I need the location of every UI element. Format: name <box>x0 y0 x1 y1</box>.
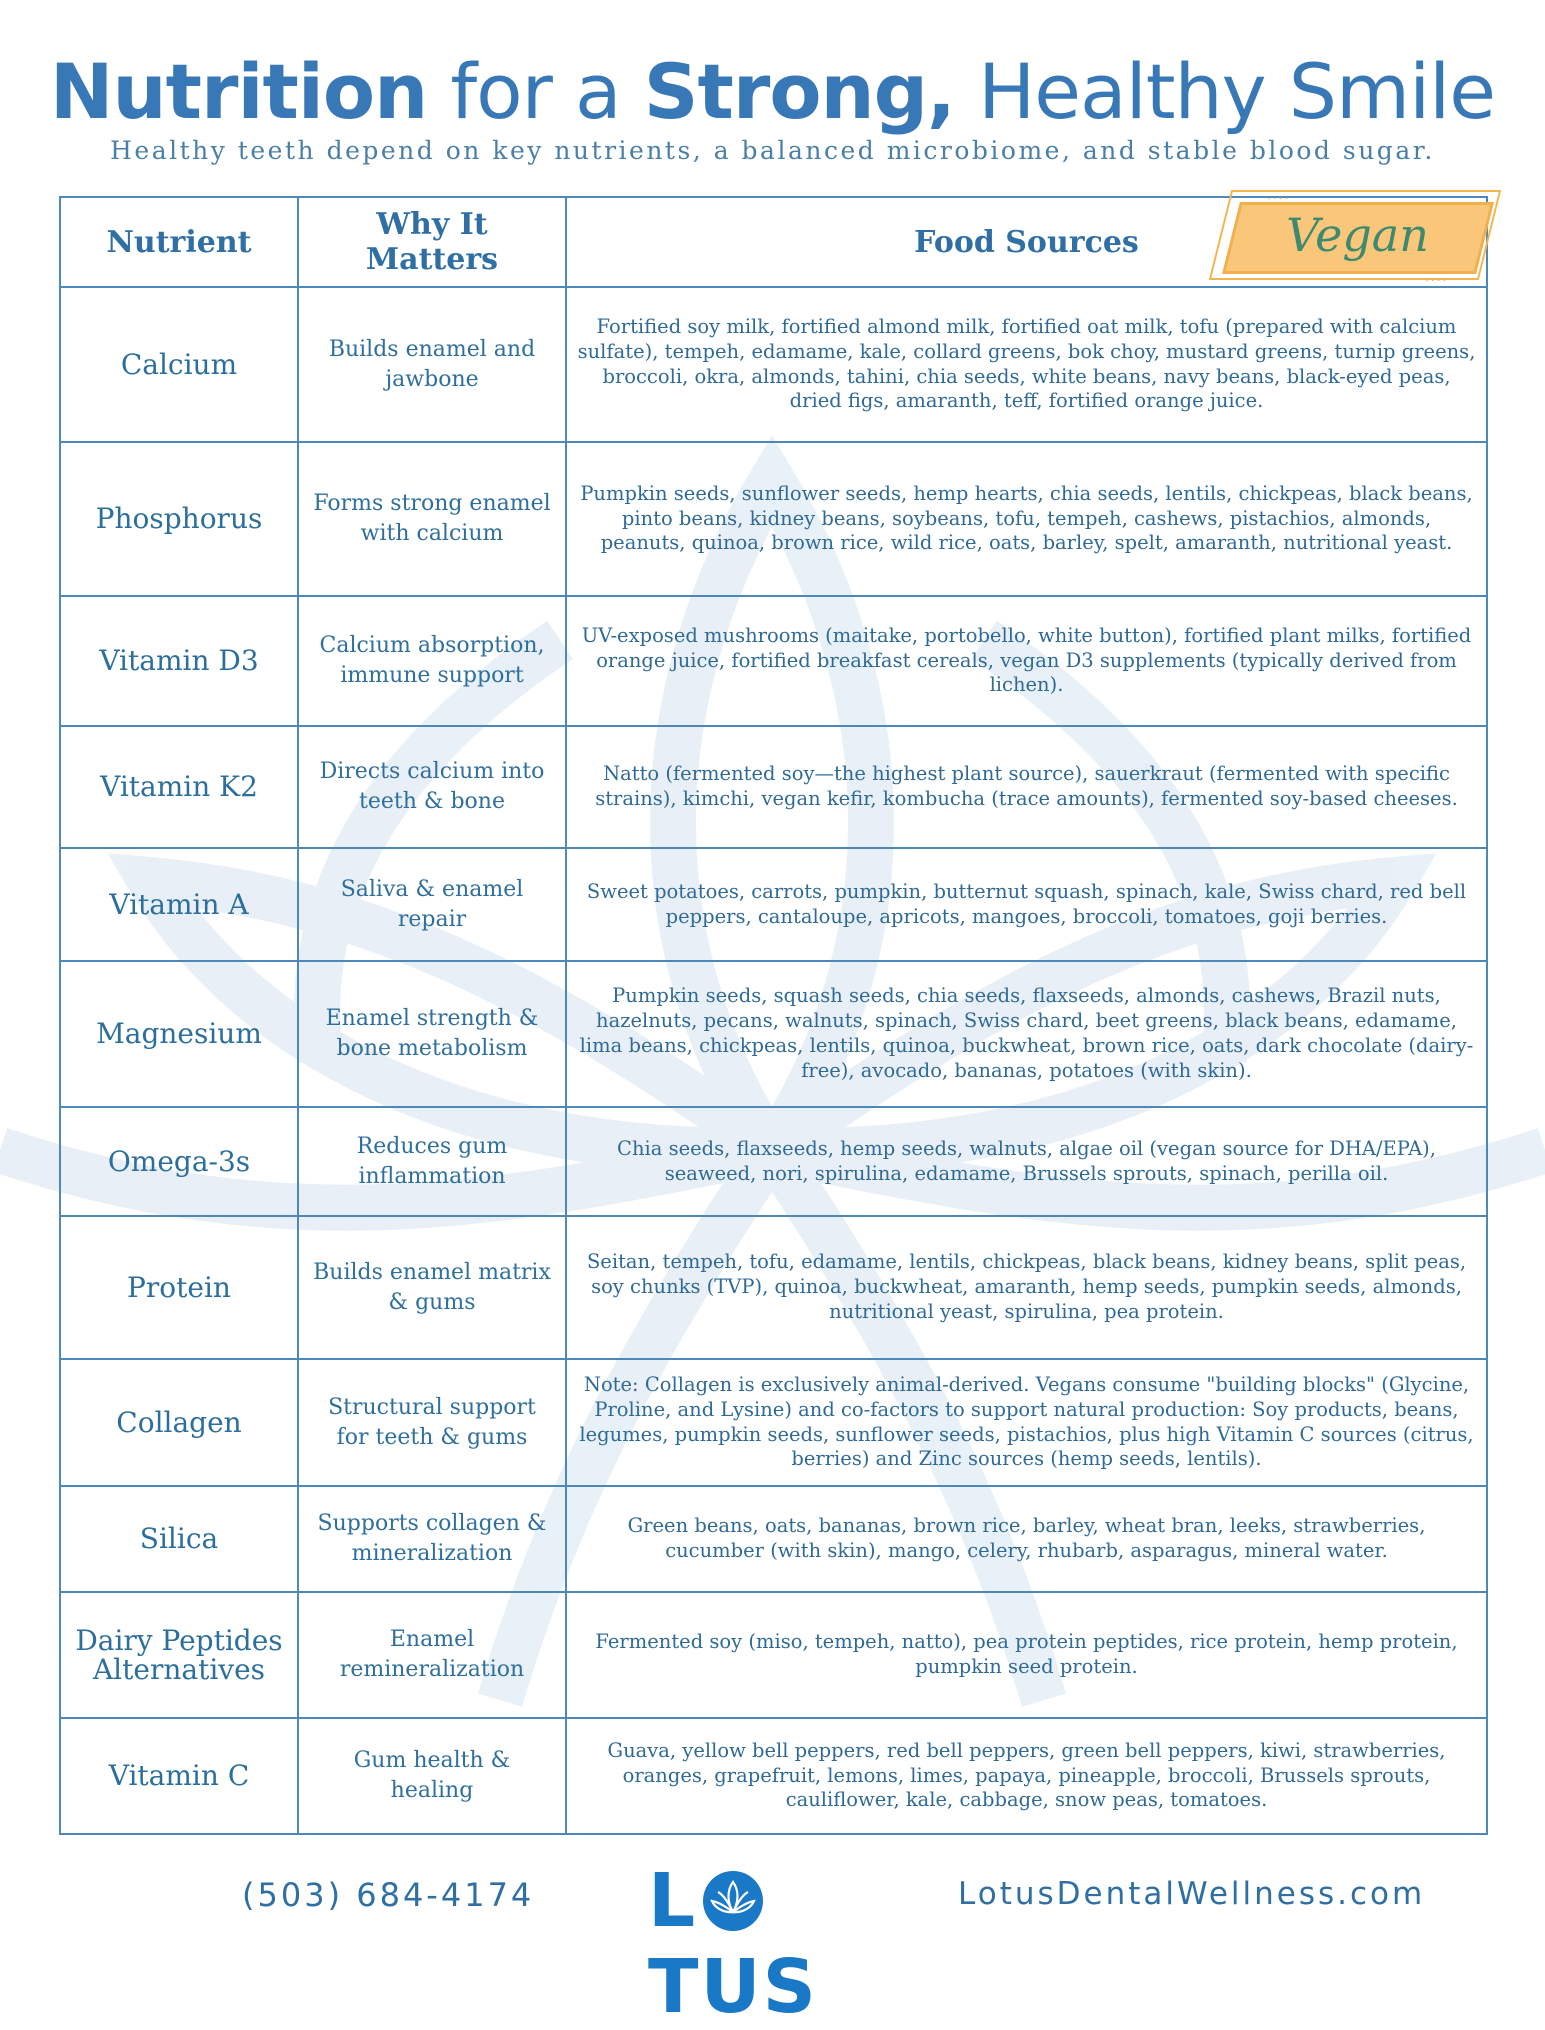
food-cell: Natto (fermented soy—the highest plant source), sauerkraut (fermented with specific strains), kimchi, vegan kefir, kombucha (trace amounts), fermented soy-based cheeses. <box>566 726 1487 848</box>
lotus-logo <box>648 1858 898 2030</box>
food-cell: Note: Collagen is exclusively animal-derived. Vegans consume "building blocks" (Glycine, Proline, and Lysine) and co-factors to support natural production: Soy products, beans, legumes, pumpkin seeds, sunflower seeds, pistachios, plus high Vitamin C sources (citrus, berries) and Zinc sources (hemp seeds, lentils). <box>566 1359 1487 1486</box>
table-row <box>60 1592 1487 1718</box>
table-row <box>60 1486 1487 1592</box>
table-row <box>60 961 1487 1107</box>
why-cell: Forms strong enamel with calcium <box>298 442 566 596</box>
column-header-food: Food Sources <box>566 197 1487 287</box>
nutrient-cell: Vitamin A <box>60 848 298 961</box>
nutrient-cell: Magnesium <box>60 961 298 1107</box>
nutrient-cell: Phosphorus <box>60 442 298 596</box>
food-cell: Seitan, tempeh, tofu, edamame, lentils, chickpeas, black beans, kidney beans, split peas, soy chunks (TVP), quinoa, buckwheat, amaranth, hemp seeds, pumpkin seeds, almonds, nutritional yeast, spirulina, pea protein. <box>566 1216 1487 1359</box>
badge-label: Vegan <box>1286 208 1429 262</box>
food-cell: Fermented soy (miso, tempeh, natto), pea protein peptides, rice protein, hemp protein, pumpkin seed protein. <box>566 1592 1487 1718</box>
nutrient-cell: Calcium <box>60 287 298 442</box>
table-row <box>60 1359 1487 1486</box>
why-cell: Structural support for teeth & gums <box>298 1359 566 1486</box>
logo-text <box>648 1858 898 2030</box>
nutrient-cell: Silica <box>60 1486 298 1592</box>
why-cell: Reduces gum inflammation <box>298 1107 566 1216</box>
logo-text-left: L <box>648 1858 698 1944</box>
nutrient-cell: Vitamin C <box>60 1718 298 1834</box>
nutrition-table <box>59 196 1488 1835</box>
food-cell: Pumpkin seeds, sunflower seeds, hemp hearts, chia seeds, lentils, chickpeas, black beans, pinto beans, kidney beans, soybeans, tofu, tempeh, cashews, pistachios, almonds, peanuts, quinoa, brown rice, wild rice, oats, barley, spelt, amaranth, nutritional yeast. <box>566 442 1487 596</box>
badge-dots-top: .... <box>1267 188 1291 202</box>
page-subtitle: Healthy teeth depend on key nutrients, a balanced microbiome, and stable blood sugar. <box>110 136 1435 165</box>
food-cell: Chia seeds, flaxseeds, hemp seeds, walnuts, algae oil (vegan source for DHA/EPA), seaweed, nori, spirulina, edamame, Brussels sprouts, spinach, perilla oil. <box>566 1107 1487 1216</box>
nutrient-cell: Collagen <box>60 1359 298 1486</box>
why-cell: Calcium absorption, immune support <box>298 596 566 726</box>
food-cell: Sweet potatoes, carrots, pumpkin, butternut squash, spinach, kale, Swiss chard, red bell peppers, cantaloupe, apricots, mangoes, broccoli, tomatoes, goji berries. <box>566 848 1487 961</box>
nutrient-cell: Vitamin D3 <box>60 596 298 726</box>
title-word-nutrition: Nutrition <box>49 47 428 136</box>
table-row <box>60 287 1487 442</box>
footer <box>0 1858 1545 2030</box>
vegan-badge <box>1215 182 1500 288</box>
table-row <box>60 442 1487 596</box>
why-cell: Builds enamel and jawbone <box>298 287 566 442</box>
nutrient-cell: Omega-3s <box>60 1107 298 1216</box>
lotus-flower-icon <box>700 1868 766 1934</box>
food-cell: Guava, yellow bell peppers, red bell peppers, green bell peppers, kiwi, strawberries, oranges, grapefruit, lemons, limes, papaya, pineapple, broccoli, Brussels sprouts, cauliflower, kale, cabbage, snow peas, tomatoes. <box>566 1718 1487 1834</box>
column-header-why: Why It Matters <box>298 197 566 287</box>
title-word-strong: Strong, <box>643 47 955 136</box>
badge-dots-bottom: .... <box>1425 270 1449 284</box>
why-cell: Enamel strength & bone metabolism <box>298 961 566 1107</box>
table-row <box>60 1216 1487 1359</box>
food-cell: Fortified soy milk, fortified almond milk, fortified oat milk, tofu (prepared with calcium sulfate), tempeh, edamame, kale, collard greens, bok choy, mustard greens, turnip greens, broccoli, okra, almonds, tahini, chia seeds, white beans, navy beans, black-eyed peas, dried figs, amaranth, teff, fortified orange juice. <box>566 287 1487 442</box>
food-cell: Green beans, oats, bananas, brown rice, barley, wheat bran, leeks, strawberries, cucumber (with skin), mango, celery, rhubarb, asparagus, mineral water. <box>566 1486 1487 1592</box>
nutrient-cell: Vitamin K2 <box>60 726 298 848</box>
why-cell: Supports collagen & mineralization <box>298 1486 566 1592</box>
website-link[interactable]: LotusDentalWellness.com <box>958 1876 1426 1912</box>
food-cell: UV-exposed mushrooms (maitake, portobello, white button), fortified plant milks, fortified orange juice, fortified breakfast cereals, vegan D3 supplements (typically derived from lichen). <box>566 596 1487 726</box>
table-row <box>60 1718 1487 1834</box>
page-title <box>0 42 1545 142</box>
title-word-for-a: for a <box>450 47 621 136</box>
title-word-healthy-smile: Healthy Smile <box>978 47 1496 136</box>
table-row <box>60 848 1487 961</box>
nutrient-cell: Protein <box>60 1216 298 1359</box>
table-row <box>60 1107 1487 1216</box>
why-cell: Directs calcium into teeth & bone <box>298 726 566 848</box>
column-header-nutrient: Nutrient <box>60 197 298 287</box>
why-cell: Enamel remineralization <box>298 1592 566 1718</box>
table-row <box>60 596 1487 726</box>
table-row <box>60 726 1487 848</box>
why-cell: Gum health & healing <box>298 1718 566 1834</box>
phone-number[interactable]: (503) 684-4174 <box>242 1876 535 1914</box>
why-cell: Builds enamel matrix & gums <box>298 1216 566 1359</box>
food-cell: Pumpkin seeds, squash seeds, chia seeds, flaxseeds, almonds, cashews, Brazil nuts, hazelnuts, pecans, walnuts, spinach, Swiss chard, beet greens, black beans, edamame, lima beans, chickpeas, lentils, quinoa, buckwheat, brown rice, oats, dark chocolate (dairy-free), avocado, bananas, potatoes (with skin). <box>566 961 1487 1107</box>
logo-text-right: TUS <box>648 1944 818 2030</box>
why-cell: Saliva & enamel repair <box>298 848 566 961</box>
nutrient-cell: Dairy Peptides Alternatives <box>60 1592 298 1718</box>
